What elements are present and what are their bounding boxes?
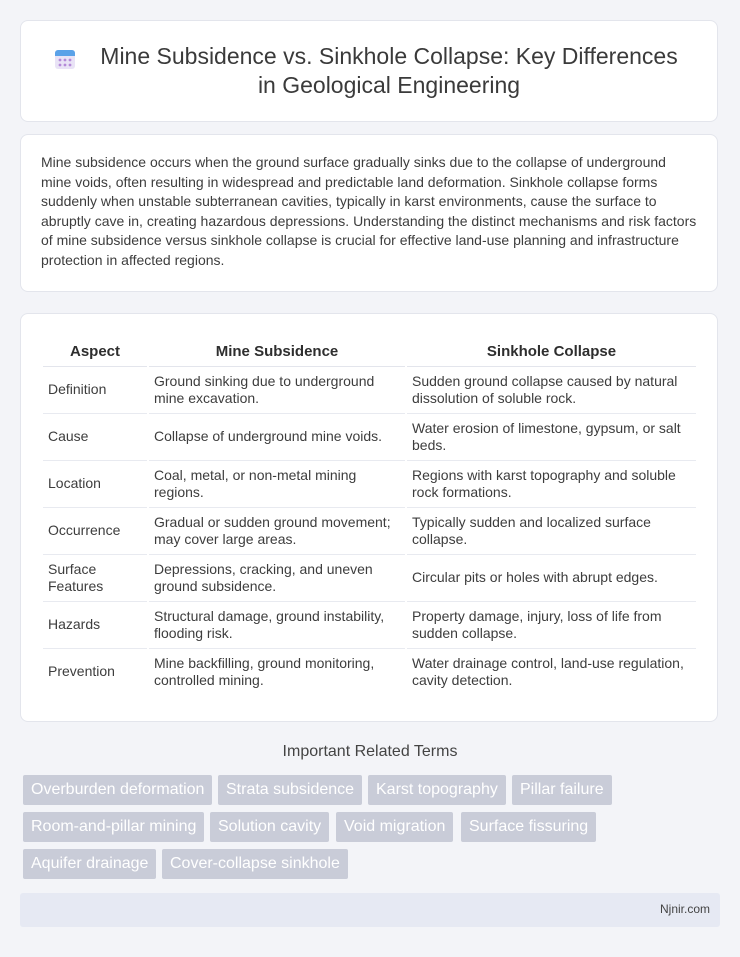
sinkhole-collapse-cell: Property damage, injury, loss of life from sudden collapse.: [407, 602, 696, 649]
table-row: [43, 461, 696, 508]
tag-room-and-pillar-mining[interactable]: Room-and-pillar mining: [23, 812, 204, 842]
aspect-cell: Location: [43, 461, 147, 508]
aspect-cell: Cause: [43, 414, 147, 461]
tag-surface-fissuring[interactable]: Surface fissuring: [461, 812, 596, 842]
comparison-card: [20, 313, 718, 722]
tag-strata-subsidence[interactable]: Strata subsidence: [218, 775, 362, 805]
column-header-mine-subsidence: Mine Subsidence: [149, 334, 405, 367]
table-row: [43, 602, 696, 649]
footer: [20, 893, 720, 927]
tag-karst-topography[interactable]: Karst topography: [368, 775, 506, 805]
mine-subsidence-cell: Structural damage, ground instability, flooding risk.: [149, 602, 405, 649]
column-header-sinkhole-collapse: Sinkhole Collapse: [407, 334, 696, 367]
tag-solution-cavity[interactable]: Solution cavity: [210, 812, 329, 842]
footer-site-link[interactable]: Njnir.com: [659, 902, 710, 916]
aspect-cell: Surface Features: [43, 555, 147, 602]
aspect-cell: Hazards: [43, 602, 147, 649]
tag-overburden-deformation[interactable]: Overburden deformation: [23, 775, 212, 805]
aspect-cell: Occurrence: [43, 508, 147, 555]
sinkhole-collapse-cell: Water drainage control, land-use regulation, cavity detection.: [412, 654, 684, 688]
intro-card: [20, 134, 718, 292]
mine-subsidence-cell: Depressions, cracking, and uneven ground subsidence.: [149, 555, 405, 602]
sinkhole-collapse-cell: Circular pits or holes with abrupt edges.: [407, 555, 696, 602]
aspect-cell: Definition: [43, 367, 147, 414]
table-row: [43, 555, 696, 602]
table-row: [43, 508, 696, 555]
tag-void-migration[interactable]: Void migration: [336, 812, 453, 842]
tag-pillar-failure[interactable]: Pillar failure: [512, 775, 612, 805]
comparison-table: [41, 334, 698, 695]
sinkhole-collapse-cell: Water erosion of limestone, gypsum, or salt beds.: [407, 414, 696, 461]
tag-aquifer-drainage[interactable]: Aquifer drainage: [23, 849, 156, 879]
column-header-aspect: Aspect: [43, 334, 147, 367]
sinkhole-collapse-cell: Sudden ground collapse caused by natural dissolution of soluble rock.: [407, 367, 696, 414]
page-title: Mine Subsidence vs. Sinkhole Collapse: Key Differences in Geological Engineering: [100, 43, 678, 98]
table-row: [43, 367, 696, 414]
intro-paragraph: Mine subsidence occurs when the ground surface gradually sinks due to the collapse of underground mine voids, often resulting in widespread and predictable land deformation. Sinkhole collapse forms suddenly when unstable subterranean cavities, typically in karst environments, cause the surface to abruptly cave in, creating hazardous depressions. Understanding the distinct mechanisms and risk factors of mine subsidence versus sinkhole collapse is crucial for effective land-use planning and infrastructure protection in affected regions.: [41, 154, 697, 268]
mine-subsidence-cell: Gradual or sudden ground movement; may cover large areas.: [149, 508, 405, 555]
table-header-row: [43, 334, 696, 367]
mine-subsidence-cell: Ground sinking due to underground mine excavation.: [149, 367, 405, 414]
related-terms-heading: Important Related Terms: [282, 743, 458, 760]
sinkhole-collapse-cell: Regions with karst topography and soluble rock formations.: [407, 461, 696, 508]
mine-subsidence-cell: Mine backfilling, ground monitoring, controlled mining.: [154, 654, 375, 688]
table-row: [43, 414, 696, 461]
table-row: [43, 649, 696, 695]
title-card: [20, 20, 718, 122]
aspect-cell: Prevention: [48, 663, 115, 680]
mine-subsidence-cell: Coal, metal, or non-metal mining regions.: [149, 461, 405, 508]
tag-cover-collapse-sinkhole[interactable]: Cover-collapse sinkhole: [162, 849, 348, 879]
mine-subsidence-cell: Collapse of underground mine voids.: [149, 414, 405, 461]
sinkhole-collapse-cell: Typically sudden and localized surface collapse.: [407, 508, 696, 555]
